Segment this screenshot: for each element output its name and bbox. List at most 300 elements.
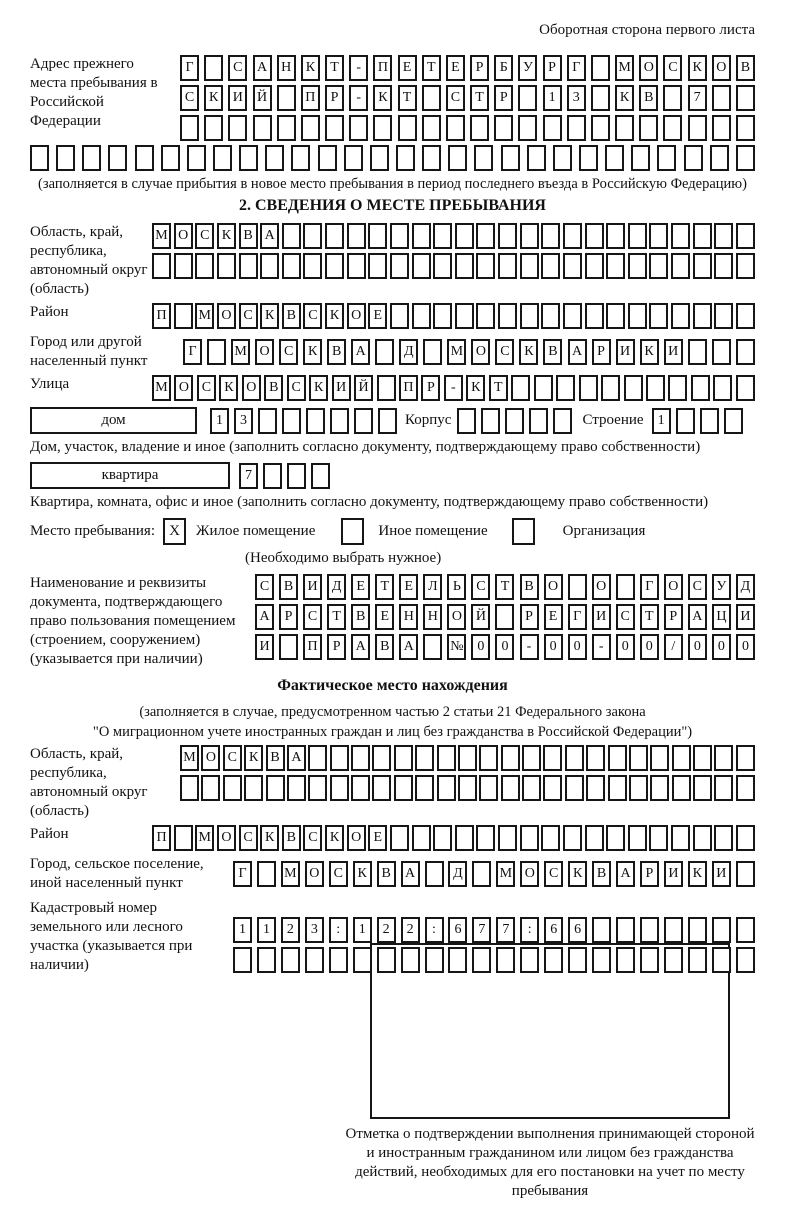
char-cell[interactable] <box>522 775 541 801</box>
char-cell[interactable] <box>724 408 743 434</box>
char-cell[interactable]: К <box>204 85 223 111</box>
char-cell[interactable] <box>354 408 373 434</box>
char-cell[interactable] <box>325 115 344 141</box>
char-cell[interactable] <box>287 775 306 801</box>
char-cell[interactable] <box>585 825 604 851</box>
char-cell[interactable] <box>476 223 495 249</box>
char-cell[interactable]: Ц <box>712 604 731 630</box>
char-cell[interactable]: О <box>347 303 366 329</box>
char-cell[interactable]: О <box>174 223 193 249</box>
char-cell[interactable] <box>422 115 441 141</box>
char-cell[interactable] <box>568 947 587 973</box>
char-cell[interactable]: 6 <box>448 917 467 943</box>
char-cell[interactable] <box>330 408 349 434</box>
char-cell[interactable] <box>390 253 409 279</box>
char-cell[interactable] <box>303 223 322 249</box>
char-cell[interactable] <box>527 145 546 171</box>
char-cell[interactable] <box>476 825 495 851</box>
char-cell[interactable] <box>693 223 712 249</box>
char-cell[interactable] <box>174 253 193 279</box>
char-cell[interactable] <box>476 253 495 279</box>
char-cell[interactable] <box>541 223 560 249</box>
char-cell[interactable] <box>520 303 539 329</box>
char-cell[interactable]: И <box>228 85 247 111</box>
char-cell[interactable] <box>691 375 710 401</box>
char-cell[interactable]: В <box>592 861 611 887</box>
char-cell[interactable]: Й <box>253 85 272 111</box>
char-cell[interactable] <box>591 55 610 81</box>
char-cell[interactable]: 3 <box>305 917 324 943</box>
char-cell[interactable]: 1 <box>652 408 671 434</box>
char-cell[interactable] <box>433 303 452 329</box>
char-cell[interactable] <box>565 775 584 801</box>
char-cell[interactable] <box>736 115 755 141</box>
char-cell[interactable] <box>187 145 206 171</box>
char-cell[interactable]: Н <box>423 604 442 630</box>
char-cell[interactable] <box>496 947 515 973</box>
char-cell[interactable]: Г <box>180 55 199 81</box>
char-cell[interactable] <box>672 775 691 801</box>
char-cell[interactable] <box>616 947 635 973</box>
char-cell[interactable]: С <box>329 861 348 887</box>
char-cell[interactable]: А <box>287 745 306 771</box>
char-cell[interactable] <box>608 745 627 771</box>
char-cell[interactable] <box>628 303 647 329</box>
char-cell[interactable] <box>390 303 409 329</box>
char-cell[interactable]: П <box>152 303 171 329</box>
char-cell[interactable] <box>712 917 731 943</box>
char-cell[interactable]: К <box>309 375 328 401</box>
char-cell[interactable]: С <box>446 85 465 111</box>
char-cell[interactable] <box>494 115 513 141</box>
char-cell[interactable]: 0 <box>616 634 635 660</box>
char-cell[interactable]: А <box>351 339 370 365</box>
char-cell[interactable]: И <box>592 604 611 630</box>
char-cell[interactable]: Р <box>279 604 298 630</box>
char-cell[interactable] <box>415 775 434 801</box>
char-cell[interactable]: - <box>444 375 463 401</box>
char-cell[interactable]: К <box>568 861 587 887</box>
char-cell[interactable]: С <box>544 861 563 887</box>
char-cell[interactable] <box>56 145 75 171</box>
char-cell[interactable] <box>693 745 712 771</box>
char-cell[interactable]: - <box>592 634 611 660</box>
char-cell[interactable]: 7 <box>496 917 515 943</box>
char-cell[interactable] <box>281 947 300 973</box>
char-cell[interactable] <box>423 339 442 365</box>
char-cell[interactable]: В <box>266 745 285 771</box>
char-cell[interactable] <box>207 339 226 365</box>
char-cell[interactable] <box>498 825 517 851</box>
char-cell[interactable] <box>353 947 372 973</box>
char-cell[interactable] <box>736 745 755 771</box>
char-cell[interactable] <box>174 825 193 851</box>
char-cell[interactable]: Д <box>736 574 755 600</box>
char-cell[interactable]: П <box>301 85 320 111</box>
char-cell[interactable]: М <box>152 223 171 249</box>
char-cell[interactable]: К <box>353 861 372 887</box>
char-cell[interactable] <box>736 253 755 279</box>
char-cell[interactable]: К <box>466 375 485 401</box>
char-cell[interactable] <box>529 408 548 434</box>
char-cell[interactable]: 1 <box>543 85 562 111</box>
char-cell[interactable]: Т <box>398 85 417 111</box>
char-cell[interactable]: М <box>195 825 214 851</box>
char-cell[interactable] <box>330 775 349 801</box>
char-cell[interactable] <box>301 115 320 141</box>
char-cell[interactable]: Г <box>640 574 659 600</box>
char-cell[interactable]: В <box>282 303 301 329</box>
char-cell[interactable] <box>425 861 444 887</box>
char-cell[interactable] <box>306 408 325 434</box>
char-cell[interactable]: № <box>447 634 466 660</box>
char-cell[interactable] <box>736 917 755 943</box>
char-cell[interactable]: 7 <box>472 917 491 943</box>
char-cell[interactable] <box>592 947 611 973</box>
char-cell[interactable]: И <box>712 861 731 887</box>
char-cell[interactable] <box>501 145 520 171</box>
char-cell[interactable] <box>394 745 413 771</box>
char-cell[interactable]: Р <box>543 55 562 81</box>
char-cell[interactable] <box>448 947 467 973</box>
char-cell[interactable] <box>518 115 537 141</box>
char-cell[interactable]: 1 <box>353 917 372 943</box>
char-cell[interactable] <box>233 947 252 973</box>
char-cell[interactable]: П <box>152 825 171 851</box>
char-cell[interactable]: А <box>399 634 418 660</box>
char-cell[interactable]: К <box>325 825 344 851</box>
char-cell[interactable]: Е <box>368 825 387 851</box>
char-cell[interactable] <box>568 574 587 600</box>
char-cell[interactable]: : <box>329 917 348 943</box>
char-cell[interactable] <box>495 604 514 630</box>
char-cell[interactable] <box>563 223 582 249</box>
char-cell[interactable]: Т <box>489 375 508 401</box>
char-cell[interactable] <box>714 253 733 279</box>
char-cell[interactable] <box>265 145 284 171</box>
char-cell[interactable]: 2 <box>281 917 300 943</box>
char-cell[interactable]: С <box>303 303 322 329</box>
char-cell[interactable]: О <box>544 574 563 600</box>
char-cell[interactable] <box>520 947 539 973</box>
char-cell[interactable]: Т <box>375 574 394 600</box>
char-cell[interactable] <box>377 375 396 401</box>
char-cell[interactable] <box>455 303 474 329</box>
char-cell[interactable] <box>455 825 474 851</box>
char-cell[interactable] <box>543 745 562 771</box>
char-cell[interactable]: К <box>244 745 263 771</box>
char-cell[interactable] <box>579 375 598 401</box>
char-cell[interactable] <box>258 408 277 434</box>
char-cell[interactable]: Д <box>448 861 467 887</box>
char-cell[interactable] <box>541 825 560 851</box>
char-cell[interactable] <box>505 408 524 434</box>
char-cell[interactable]: О <box>255 339 274 365</box>
char-cell[interactable] <box>736 775 755 801</box>
char-cell[interactable]: О <box>217 303 236 329</box>
char-cell[interactable] <box>433 825 452 851</box>
char-cell[interactable]: К <box>373 85 392 111</box>
char-cell[interactable] <box>713 375 732 401</box>
char-cell[interactable] <box>325 253 344 279</box>
char-cell[interactable]: К <box>260 303 279 329</box>
char-cell[interactable]: Р <box>325 85 344 111</box>
char-cell[interactable] <box>565 745 584 771</box>
char-cell[interactable]: 0 <box>471 634 490 660</box>
char-cell[interactable]: Е <box>544 604 563 630</box>
char-cell[interactable]: С <box>180 85 199 111</box>
char-cell[interactable]: С <box>495 339 514 365</box>
char-cell[interactable] <box>239 145 258 171</box>
char-cell[interactable] <box>541 253 560 279</box>
char-cell[interactable]: Е <box>399 574 418 600</box>
char-cell[interactable]: С <box>303 825 322 851</box>
char-cell[interactable]: Д <box>399 339 418 365</box>
char-cell[interactable] <box>412 223 431 249</box>
char-cell[interactable]: О <box>471 339 490 365</box>
char-cell[interactable]: Е <box>375 604 394 630</box>
char-cell[interactable]: 0 <box>495 634 514 660</box>
char-cell[interactable] <box>585 303 604 329</box>
char-cell[interactable]: 0 <box>544 634 563 660</box>
char-cell[interactable] <box>541 303 560 329</box>
char-cell[interactable] <box>161 145 180 171</box>
char-cell[interactable] <box>511 375 530 401</box>
char-cell[interactable] <box>501 745 520 771</box>
char-cell[interactable] <box>736 223 755 249</box>
char-cell[interactable] <box>688 115 707 141</box>
char-cell[interactable] <box>671 253 690 279</box>
char-cell[interactable] <box>640 917 659 943</box>
char-cell[interactable]: К <box>301 55 320 81</box>
char-cell[interactable]: В <box>520 574 539 600</box>
char-cell[interactable] <box>433 223 452 249</box>
char-cell[interactable] <box>649 303 668 329</box>
char-cell[interactable] <box>736 85 755 111</box>
char-cell[interactable]: О <box>217 825 236 851</box>
char-cell[interactable] <box>522 745 541 771</box>
char-cell[interactable] <box>616 574 635 600</box>
char-cell[interactable] <box>520 253 539 279</box>
char-cell[interactable]: М <box>152 375 171 401</box>
char-cell[interactable]: В <box>282 825 301 851</box>
checkbox-inoe[interactable] <box>341 518 364 545</box>
char-cell[interactable]: Б <box>494 55 513 81</box>
char-cell[interactable] <box>693 303 712 329</box>
char-cell[interactable] <box>608 775 627 801</box>
char-cell[interactable]: В <box>736 55 755 81</box>
char-cell[interactable]: Т <box>327 604 346 630</box>
char-cell[interactable] <box>457 408 476 434</box>
char-cell[interactable]: 6 <box>568 917 587 943</box>
char-cell[interactable] <box>223 775 242 801</box>
char-cell[interactable] <box>736 145 755 171</box>
char-cell[interactable]: 3 <box>234 408 253 434</box>
char-cell[interactable] <box>257 947 276 973</box>
char-cell[interactable] <box>277 85 296 111</box>
char-cell[interactable]: 6 <box>544 917 563 943</box>
char-cell[interactable] <box>736 825 755 851</box>
char-cell[interactable] <box>195 253 214 279</box>
char-cell[interactable] <box>646 375 665 401</box>
char-cell[interactable] <box>639 115 658 141</box>
char-cell[interactable] <box>308 745 327 771</box>
char-cell[interactable] <box>377 947 396 973</box>
char-cell[interactable]: А <box>253 55 272 81</box>
char-cell[interactable] <box>368 253 387 279</box>
char-cell[interactable]: Р <box>664 604 683 630</box>
char-cell[interactable]: 0 <box>712 634 731 660</box>
char-cell[interactable] <box>671 303 690 329</box>
char-cell[interactable] <box>579 145 598 171</box>
char-cell[interactable]: С <box>663 55 682 81</box>
char-cell[interactable] <box>664 917 683 943</box>
char-cell[interactable] <box>676 408 695 434</box>
char-cell[interactable]: / <box>664 634 683 660</box>
char-cell[interactable]: : <box>425 917 444 943</box>
char-cell[interactable] <box>433 253 452 279</box>
char-cell[interactable]: В <box>279 574 298 600</box>
char-cell[interactable] <box>693 825 712 851</box>
char-cell[interactable] <box>591 115 610 141</box>
char-cell[interactable]: В <box>239 223 258 249</box>
char-cell[interactable]: М <box>180 745 199 771</box>
char-cell[interactable]: И <box>303 574 322 600</box>
char-cell[interactable]: Ь <box>447 574 466 600</box>
char-cell[interactable] <box>446 115 465 141</box>
char-cell[interactable]: 2 <box>401 917 420 943</box>
char-cell[interactable] <box>282 223 301 249</box>
char-cell[interactable] <box>135 145 154 171</box>
char-cell[interactable]: 7 <box>688 85 707 111</box>
char-cell[interactable] <box>204 55 223 81</box>
char-cell[interactable]: И <box>664 861 683 887</box>
char-cell[interactable]: Й <box>354 375 373 401</box>
char-cell[interactable] <box>553 145 572 171</box>
char-cell[interactable]: К <box>260 825 279 851</box>
char-cell[interactable] <box>498 253 517 279</box>
char-cell[interactable] <box>543 115 562 141</box>
char-cell[interactable] <box>520 223 539 249</box>
char-cell[interactable] <box>649 223 668 249</box>
char-cell[interactable]: О <box>447 604 466 630</box>
char-cell[interactable] <box>291 145 310 171</box>
char-cell[interactable] <box>563 253 582 279</box>
char-cell[interactable] <box>368 223 387 249</box>
char-cell[interactable]: С <box>197 375 216 401</box>
char-cell[interactable]: О <box>520 861 539 887</box>
char-cell[interactable] <box>481 408 500 434</box>
char-cell[interactable] <box>412 825 431 851</box>
char-cell[interactable]: К <box>217 223 236 249</box>
char-cell[interactable] <box>82 145 101 171</box>
char-cell[interactable] <box>712 947 731 973</box>
char-cell[interactable] <box>201 775 220 801</box>
char-cell[interactable] <box>287 463 306 489</box>
char-cell[interactable]: А <box>616 861 635 887</box>
char-cell[interactable]: И <box>616 339 635 365</box>
char-cell[interactable] <box>736 947 755 973</box>
char-cell[interactable] <box>688 917 707 943</box>
char-cell[interactable]: Й <box>471 604 490 630</box>
char-cell[interactable] <box>204 115 223 141</box>
char-cell[interactable] <box>372 745 391 771</box>
char-cell[interactable]: О <box>174 375 193 401</box>
char-cell[interactable] <box>553 408 572 434</box>
char-cell[interactable]: Е <box>446 55 465 81</box>
char-cell[interactable] <box>710 145 729 171</box>
char-cell[interactable]: М <box>615 55 634 81</box>
char-cell[interactable] <box>455 253 474 279</box>
char-cell[interactable] <box>615 115 634 141</box>
char-cell[interactable] <box>425 947 444 973</box>
char-cell[interactable] <box>458 745 477 771</box>
char-cell[interactable] <box>437 775 456 801</box>
char-cell[interactable] <box>736 303 755 329</box>
char-cell[interactable] <box>668 375 687 401</box>
char-cell[interactable] <box>351 775 370 801</box>
char-cell[interactable]: Р <box>592 339 611 365</box>
char-cell[interactable] <box>606 223 625 249</box>
char-cell[interactable]: О <box>347 825 366 851</box>
char-cell[interactable] <box>586 745 605 771</box>
char-cell[interactable] <box>628 223 647 249</box>
char-cell[interactable]: О <box>201 745 220 771</box>
char-cell[interactable]: Н <box>277 55 296 81</box>
char-cell[interactable]: А <box>351 634 370 660</box>
char-cell[interactable]: В <box>375 634 394 660</box>
char-cell[interactable]: Л <box>423 574 442 600</box>
char-cell[interactable]: Т <box>325 55 344 81</box>
char-cell[interactable] <box>628 825 647 851</box>
char-cell[interactable]: Р <box>421 375 440 401</box>
char-cell[interactable]: А <box>568 339 587 365</box>
char-cell[interactable] <box>650 745 669 771</box>
char-cell[interactable] <box>373 115 392 141</box>
char-cell[interactable] <box>544 947 563 973</box>
char-cell[interactable] <box>479 775 498 801</box>
char-cell[interactable] <box>693 775 712 801</box>
char-cell[interactable]: К <box>615 85 634 111</box>
char-cell[interactable]: 0 <box>568 634 587 660</box>
char-cell[interactable] <box>260 253 279 279</box>
char-cell[interactable]: С <box>616 604 635 630</box>
char-cell[interactable] <box>448 145 467 171</box>
char-cell[interactable] <box>412 303 431 329</box>
char-cell[interactable] <box>472 947 491 973</box>
char-cell[interactable] <box>311 463 330 489</box>
char-cell[interactable]: К <box>688 861 707 887</box>
char-cell[interactable] <box>277 115 296 141</box>
char-cell[interactable] <box>330 745 349 771</box>
char-cell[interactable] <box>370 145 389 171</box>
char-cell[interactable]: - <box>349 85 368 111</box>
char-cell[interactable] <box>605 145 624 171</box>
char-cell[interactable] <box>663 115 682 141</box>
char-cell[interactable]: С <box>688 574 707 600</box>
char-cell[interactable] <box>349 115 368 141</box>
char-cell[interactable] <box>684 145 703 171</box>
char-cell[interactable] <box>474 145 493 171</box>
char-cell[interactable]: М <box>496 861 515 887</box>
char-cell[interactable]: С <box>255 574 274 600</box>
char-cell[interactable]: 1 <box>210 408 229 434</box>
char-cell[interactable] <box>671 825 690 851</box>
char-cell[interactable]: А <box>401 861 420 887</box>
char-cell[interactable] <box>520 825 539 851</box>
char-cell[interactable] <box>591 85 610 111</box>
char-cell[interactable] <box>714 825 733 851</box>
